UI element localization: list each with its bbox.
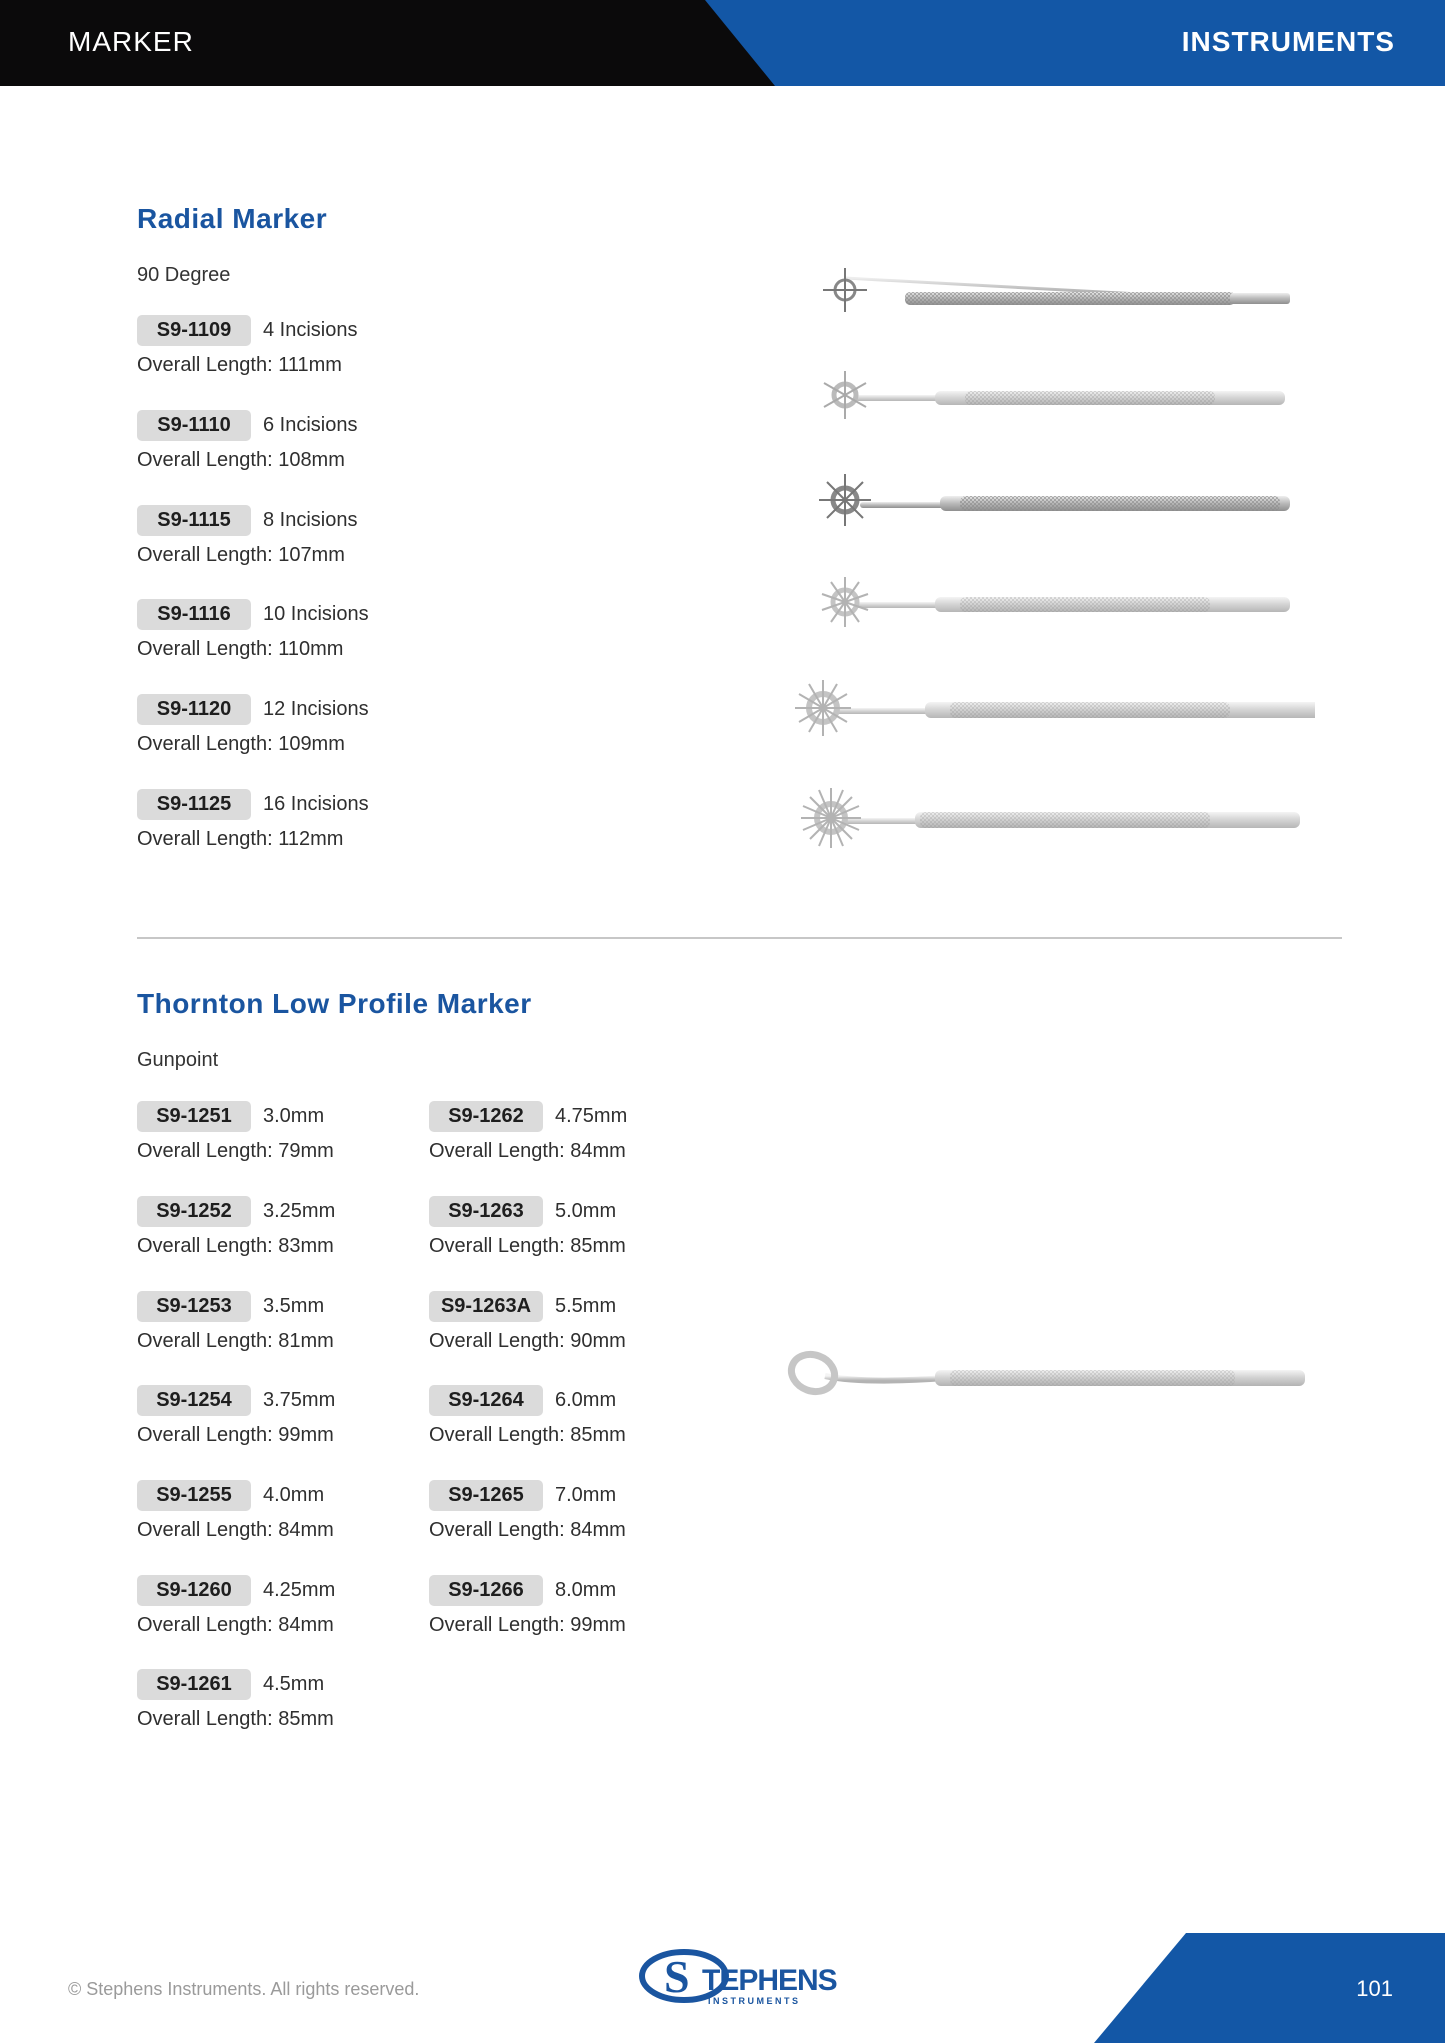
product-code: S9-1109 <box>137 315 251 346</box>
overall-length: Overall Length: 83mm <box>137 1235 334 1257</box>
overall-length: Overall Length: 108mm <box>137 449 345 471</box>
product-desc: 8.0mm <box>555 1578 617 1601</box>
product-desc: 6 Incisions <box>263 413 358 436</box>
overall-length: Overall Length: 85mm <box>429 1235 626 1257</box>
product-code: S9-1253 <box>137 1291 251 1322</box>
marker-12-incisions-image <box>795 680 1315 736</box>
overall-length: Overall Length: 107mm <box>137 544 345 566</box>
product-desc: 10 Incisions <box>263 602 369 625</box>
overall-length: Overall Length: 84mm <box>429 1140 626 1162</box>
radial-marker-subtitle: 90 Degree <box>137 264 231 286</box>
header-category: MARKER <box>68 26 194 57</box>
overall-length: Overall Length: 110mm <box>137 638 344 660</box>
svg-text:S: S <box>664 1951 690 2002</box>
overall-length: Overall Length: 84mm <box>137 1519 334 1541</box>
radial-marker-images <box>795 262 1315 882</box>
overall-length: Overall Length: 85mm <box>429 1424 626 1446</box>
product-code: S9-1264 <box>429 1385 543 1416</box>
product-desc: 12 Incisions <box>263 697 369 720</box>
product-code: S9-1116 <box>137 599 251 630</box>
product-desc: 4 Incisions <box>263 318 358 341</box>
product-desc: 4.25mm <box>263 1578 336 1601</box>
product-desc: 3.5mm <box>263 1294 325 1317</box>
stephens-logo <box>632 1948 847 2010</box>
header-section: INSTRUMENTS <box>1181 26 1395 57</box>
thornton-marker-subtitle: Gunpoint <box>137 1049 219 1071</box>
product-desc: 3.0mm <box>263 1104 325 1127</box>
overall-length: Overall Length: 99mm <box>429 1614 626 1636</box>
product-desc: 5.5mm <box>555 1294 617 1317</box>
product-code: S9-1263A <box>429 1291 543 1322</box>
copyright-text: © Stephens Instruments. All rights reserved. <box>68 1979 420 1999</box>
section-divider <box>137 937 1342 939</box>
product-desc: 8 Incisions <box>263 508 358 531</box>
page-number: 101 <box>1356 1976 1393 2001</box>
radial-marker-title: Radial Marker <box>137 203 328 234</box>
product-code: S9-1115 <box>137 505 251 536</box>
product-code: S9-1266 <box>429 1575 543 1606</box>
product-desc: 16 Incisions <box>263 792 369 815</box>
product-code: S9-1260 <box>137 1575 251 1606</box>
overall-length: Overall Length: 90mm <box>429 1330 626 1352</box>
overall-length: Overall Length: 84mm <box>137 1614 334 1636</box>
overall-length: Overall Length: 85mm <box>137 1708 334 1730</box>
product-code: S9-1262 <box>429 1101 543 1132</box>
overall-length: Overall Length: 84mm <box>429 1519 626 1541</box>
overall-length: Overall Length: 111mm <box>137 354 342 376</box>
product-desc: 4.0mm <box>263 1483 325 1506</box>
product-code: S9-1251 <box>137 1101 251 1132</box>
svg-text:TEPHENS: TEPHENS <box>702 1964 837 1997</box>
product-code: S9-1261 <box>137 1669 251 1700</box>
product-desc: 4.75mm <box>555 1104 628 1127</box>
product-code: S9-1252 <box>137 1196 251 1227</box>
marker-16-incisions-image <box>801 788 1300 848</box>
product-code: S9-1120 <box>137 694 251 725</box>
product-desc: 7.0mm <box>555 1483 617 1506</box>
overall-length: Overall Length: 81mm <box>137 1330 334 1352</box>
product-desc: 4.5mm <box>263 1672 325 1695</box>
marker-10-incisions-image <box>822 577 1290 627</box>
svg-text:INSTRUMENTS: INSTRUMENTS <box>708 1996 801 2006</box>
overall-length: Overall Length: 79mm <box>137 1140 334 1162</box>
product-desc: 3.25mm <box>263 1199 336 1222</box>
product-desc: 6.0mm <box>555 1388 617 1411</box>
thornton-marker-image <box>785 1340 1310 1400</box>
product-code: S9-1265 <box>429 1480 543 1511</box>
thornton-marker-title: Thornton Low Profile Marker <box>137 988 532 1019</box>
product-code: S9-1110 <box>137 410 251 441</box>
marker-6-incisions-image <box>824 371 1285 419</box>
marker-4-incisions-image <box>823 268 1290 312</box>
product-desc: 3.75mm <box>263 1388 336 1411</box>
overall-length: Overall Length: 112mm <box>137 828 344 850</box>
overall-length: Overall Length: 99mm <box>137 1424 334 1446</box>
product-code: S9-1125 <box>137 789 251 820</box>
overall-length: Overall Length: 109mm <box>137 733 345 755</box>
product-desc: 5.0mm <box>555 1199 617 1222</box>
product-code: S9-1254 <box>137 1385 251 1416</box>
product-code: S9-1255 <box>137 1480 251 1511</box>
product-code: S9-1263 <box>429 1196 543 1227</box>
marker-8-incisions-image <box>819 474 1290 526</box>
